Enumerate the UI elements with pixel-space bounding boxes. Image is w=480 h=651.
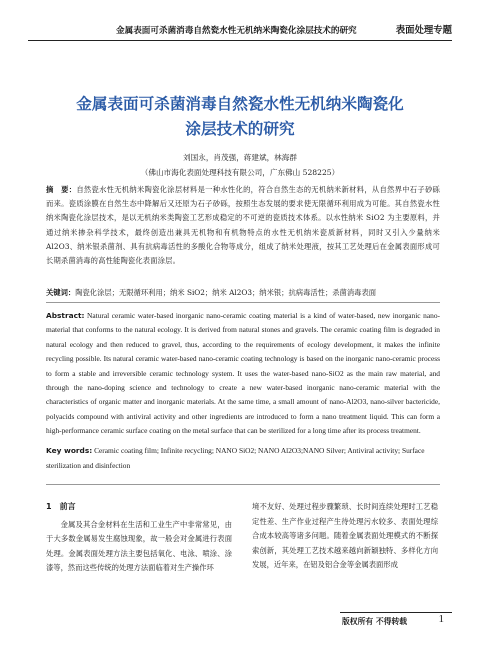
page-number: 1 (438, 613, 444, 625)
running-header-title: 金属表面可杀菌消毒自然瓷水性无机纳米陶瓷化涂层技术的研究 (116, 26, 357, 36)
body-column-right (252, 500, 438, 573)
abstract-english-text: Natural ceramic water-based inorganic nano-ceramic coating material is a kind of water-based, new inorganic nano-material that conforms to the natural ecology. It is derived from natural stones and gravels. The ceramic coating film is degraded in natural ecology and then reduced to gravel, thus, according to the requirements of ecology development, it makes the infinite recycling possible. Its natural ceramic water-based nano-ceramic coating technology is based on the inorganic nano-ceramic process to form a stable and irreversible ceramic technology system. It uses the water-based nano-SiO2 as the main raw material, and through the nano-doping science and technology to create a new water-based inorganic nano-ceramic material with the characteristics of organic matter and inorganic materials. At the same time, a small amount of nano-Al2O3, nano-silver bactericide, polyacids compound with antiviral activity and other ingredients are introduced to form a nano treatment liquid. This can form a high-performance ceramic surface coating on the metal surface that can be sterilized for a long time after its process treatment. (46, 311, 440, 436)
keywords-chinese-text: 陶瓷化涂层；无限循环利用；纳米 SiO2；纳米 Al2O3；纳米银；抗病毒活性；杀菌消毒表面 (75, 288, 377, 297)
abstract-chinese (46, 183, 440, 268)
keywords-chinese (46, 286, 440, 300)
abstract-chinese-label: 摘 要： (46, 185, 77, 194)
keywords-english-text: Ceramic coating film; Infinite recycling; NANO SiO2; NANO Al2O3;NANO Silver; Antiviral activity; Surface sterilization and disinfection (46, 446, 425, 470)
affiliation: （佛山市海化表面处理科技有限公司，广东佛山 528225） (140, 168, 340, 177)
introduction-paragraph-left: 金属及其合金材料在生活和工业生产中非常常见，由于大多数金属易发生腐蚀现象，故一般会对金属进行表面处理。金属表面处理方法主要包括氧化、电泳、喷涂、涂漆等，然而这些传统的处理方法面临着对生产操作环 (46, 519, 232, 572)
keywords-english-label: Key words: (46, 446, 93, 455)
footer-rule (340, 612, 452, 613)
abstract-english-label: Abstract: (46, 311, 85, 320)
authors: 刘国永，肖茂强，蒋建斌，林海群 (183, 153, 297, 162)
keywords-english (46, 444, 440, 473)
section-divider-top (46, 302, 440, 303)
section-heading-introduction: 1 前言 (46, 502, 76, 511)
abstract-chinese-text: 自然瓷水性无机纳米陶瓷化涂层材料是一种水性化的，符合自然生态的无机纳米新材料，从自然界中石子砂砾而来。瓷质涂膜在自然生态中降解后又还原为石子砂砾，按照生态发展的要求使无限循环利用成为可能。其自然瓷水性纳米陶瓷化涂层技术，是以无机纳米类陶瓷工艺形成稳定的不可逆的瓷质技术体系。以水性纳米 SiO2 为主要原料，并通过纳米掺杂科学技术，最终创造出兼具无机物和有机物特点的水性无机纳米瓷质新材料，同时又引入少量纳米 Al2O3、纳米银杀菌剂、具有抗病毒活性的多酸化合物等成分，组成了纳米处理液，按其工艺处理后在金属表面形成可长期杀菌消毒的高性能陶瓷化表面涂层。 (46, 185, 440, 266)
body-column-left (46, 500, 232, 576)
section-divider-bottom (46, 484, 440, 485)
paper-title (40, 92, 440, 142)
paper-title-line-1: 金属表面可杀菌消毒自然瓷水性无机纳米陶瓷化 (76, 95, 404, 113)
running-header (28, 22, 452, 41)
copyright-notice: 版权所有 不得转载 (342, 617, 408, 626)
keywords-chinese-label: 关键词： (46, 288, 76, 297)
abstract-english (46, 309, 440, 439)
running-header-section: 表面处理专题 (395, 25, 452, 36)
introduction-paragraph-right: 境不友好、处理过程步骤繁琐、长时间连续处理时工艺稳定性差、生产作业过程产生待处理污水较多、表面处理综合成本较高等诸多问题。随着金属表面处理模式的不断探索创新，其处理工艺技术越来越向新颖独特、多样化方向发展，近年来，在铝及铝合金等金属表面形成 (252, 502, 438, 569)
paper-title-line-2: 涂层技术的研究 (185, 120, 295, 138)
